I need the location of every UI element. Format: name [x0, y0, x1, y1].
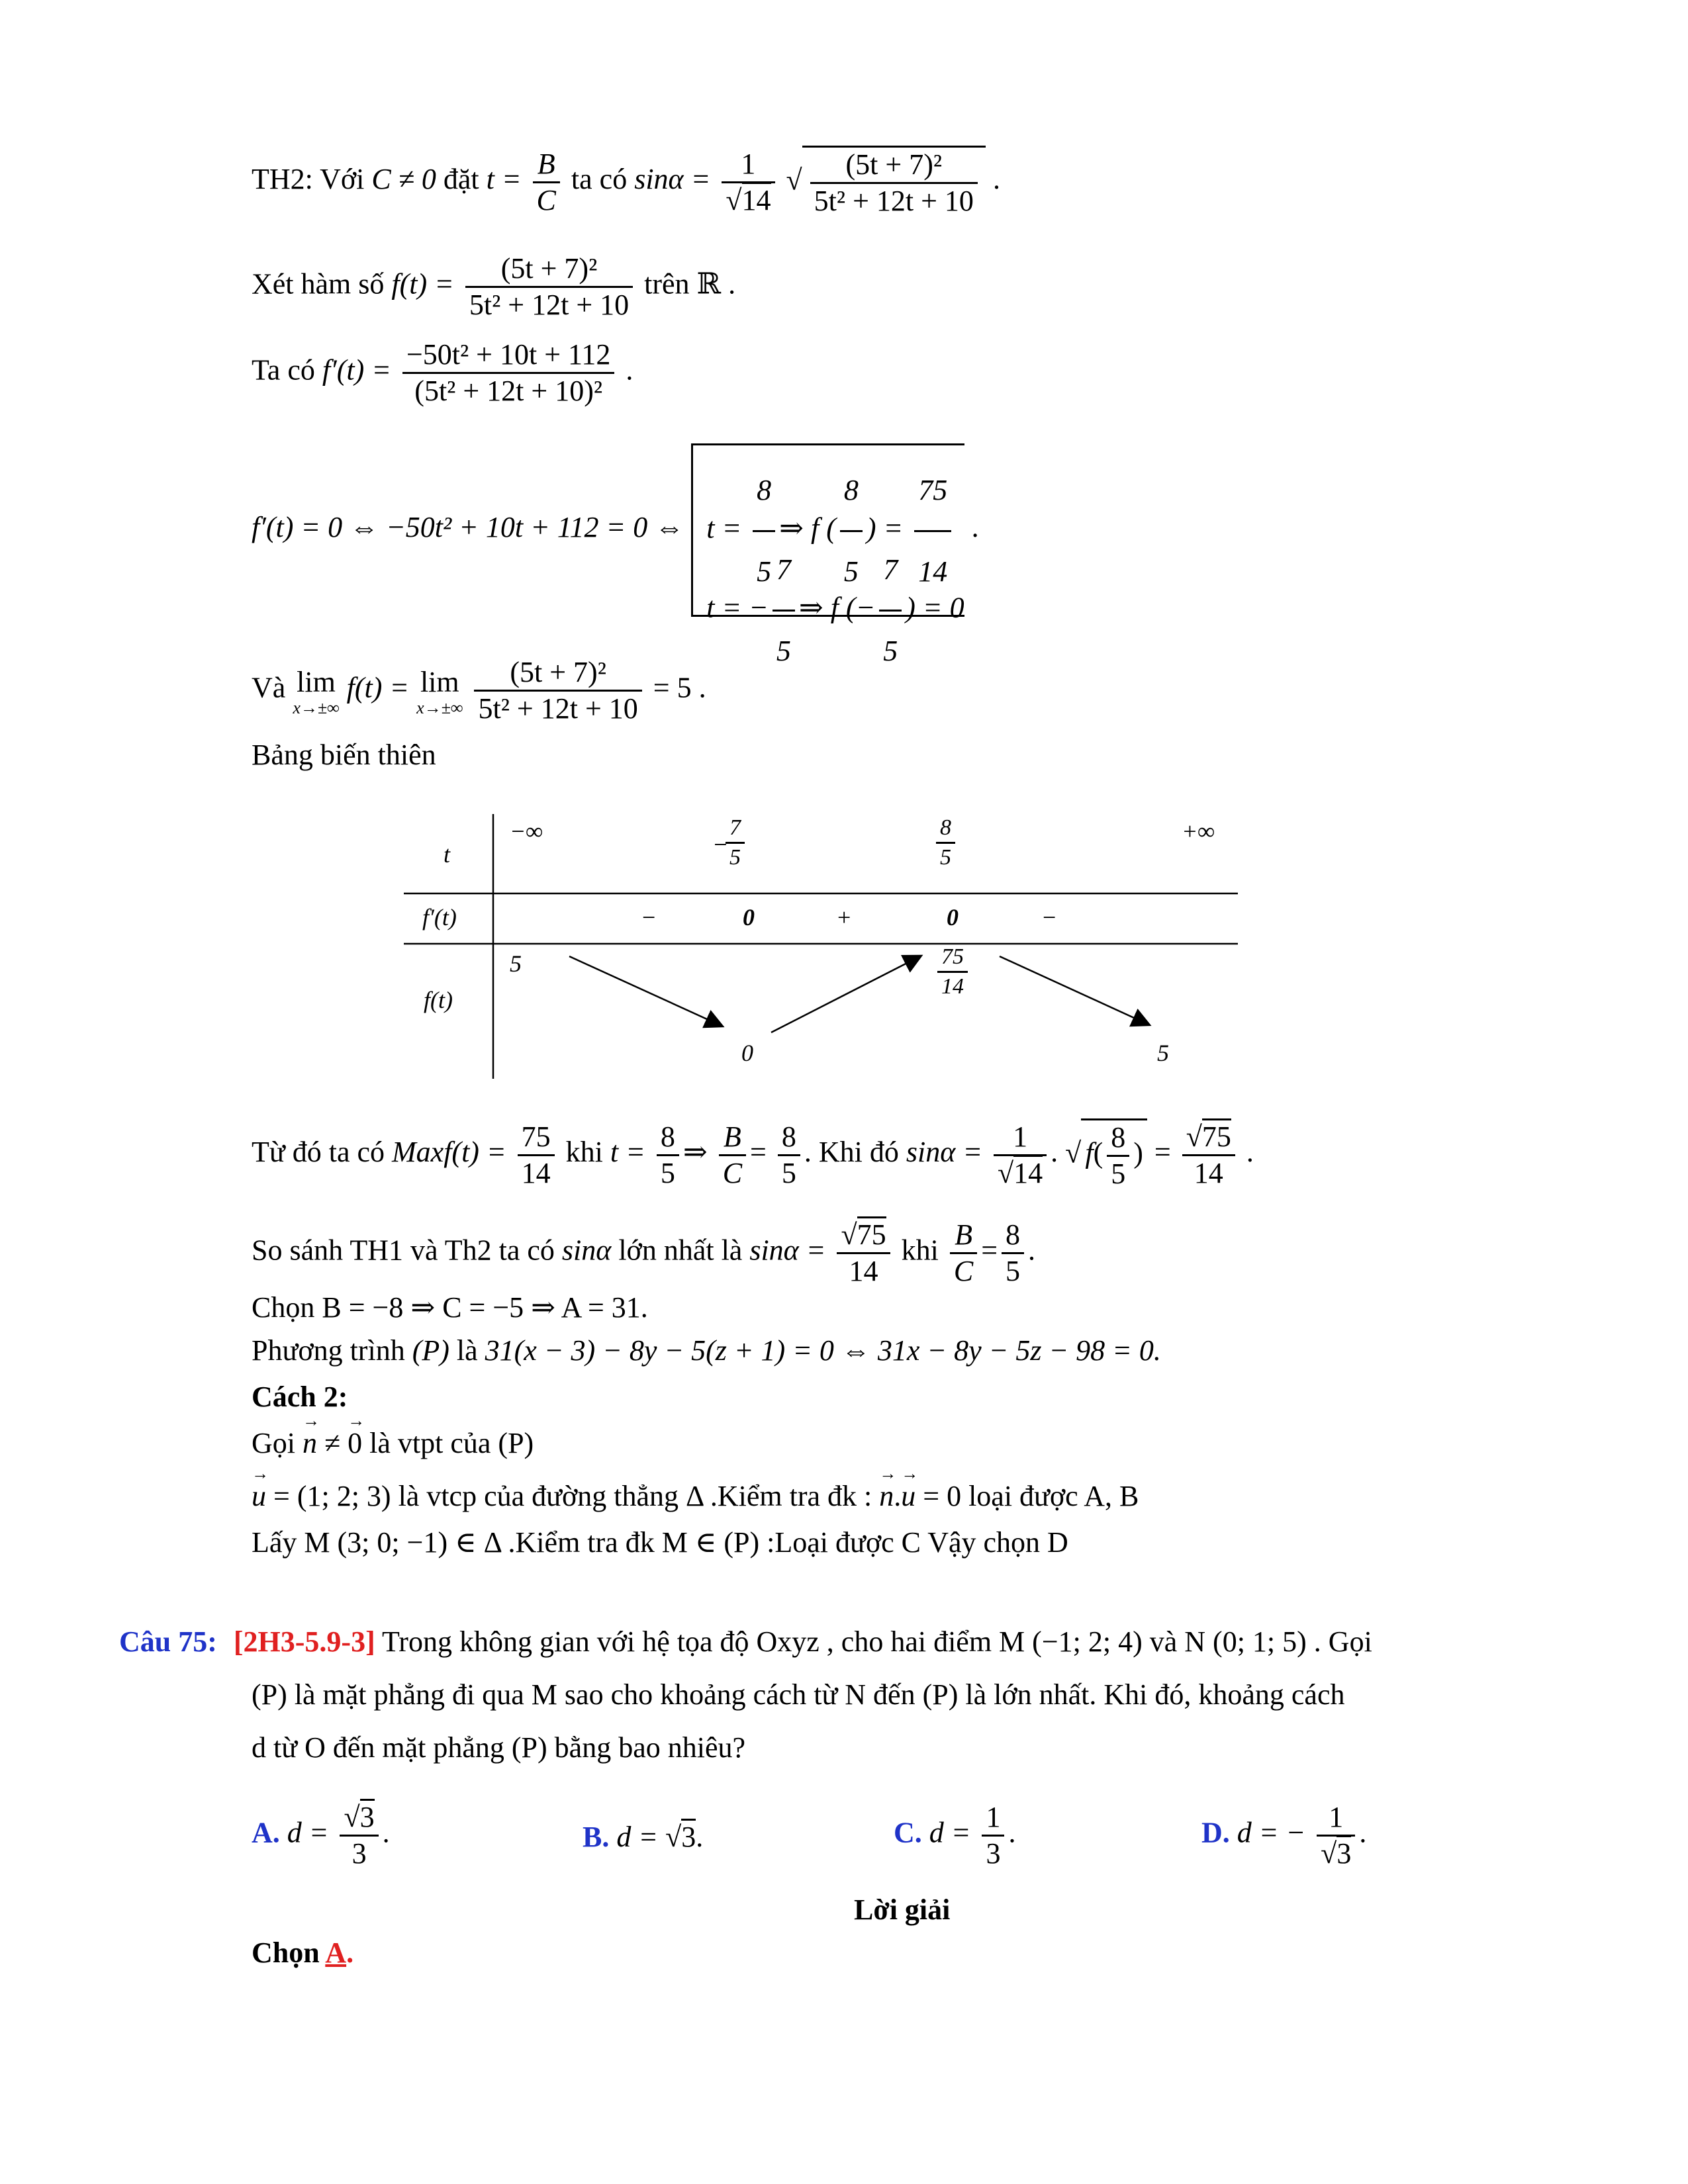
loigiai-heading: Lời giải	[854, 1893, 951, 1926]
arrow-up	[771, 956, 920, 1032]
cau75-line-1: Câu 75: [2H3-5.9-3] Trong không gian với hệ tọa độ Oxyz , cho hai điểm M (−1; 2; 4) và N (0; 1; 5) . Gọi	[119, 1625, 1372, 1658]
lim-line: Và lim x→±∞ f(t) = lim x→±∞ $\frac{\text{(5t + 7)²}}{\text{5t² + 12t + 10}}$ = 5 .	[252, 656, 706, 725]
f-min: 0	[741, 1040, 753, 1066]
chon-line: Chọn B = −8 ⇒ C = −5 ⇒ A = 31.	[252, 1291, 648, 1324]
bbt-title: Bảng biến thiên	[252, 739, 436, 771]
compare-line: So sánh TH1 và Th2 ta có sinα lớn nhất là sinα = $\frac{√75}{14}$ khi $\frac{B}{C}$ = $\frac{8}{5}$ .	[252, 1218, 1035, 1289]
table-lines	[404, 814, 1238, 1079]
answer-d: D. d = − $\frac{1}{√3}$ .	[1201, 1801, 1367, 1870]
x-neg-inf: −∞	[510, 818, 543, 844]
chon-final: Chọn A.	[252, 1936, 354, 1969]
solution-row-1: t = $\frac{8}{5}$ ⇒ f ( $\frac{8}{5}$ ) = $\frac{75}{14}$	[706, 451, 964, 530]
solution-bracket	[691, 443, 964, 667]
pt-line: Phương trình (P) là 31(x − 3) − 8y − 5(z + 1) = 0 ⇔ 31x − 8y − 5z − 98 = 0.	[252, 1334, 1161, 1367]
th2-line: TH2: Với C ≠ 0 đặt t = $\frac{B}{C}$ ta có sinα = $\frac{1}{√14}$ √ $\frac{\text{(5t + 7)²}}{\text{5t² + 12t + 10}}$ .	[252, 146, 1000, 218]
sign-3: +	[837, 904, 851, 931]
x-8-5: $\frac{8}{5}$	[932, 814, 959, 872]
lim-2: lim x→±∞	[416, 665, 463, 717]
answer-a: A. d = $\frac{√3}{3}$ .	[252, 1800, 390, 1871]
row-label-fp: f′(t)	[422, 904, 457, 931]
u-line: → u = (1; 2; 3) là vtcp của đường thẳng Δ .Kiểm tra đk : → n.→ u = 0 loại được A, B	[252, 1479, 1139, 1514]
cau75-line-2: (P) là mặt phẳng đi qua M sao cho khoảng cách từ N đến (P) là lớn nhất. Khi đó, khoảng cách	[252, 1678, 1345, 1711]
sign-4: 0	[947, 904, 959, 931]
x-neg-sign: −	[712, 831, 729, 858]
answer-b: B. d = √3.	[583, 1820, 703, 1854]
frac-1-sqrt14: $\frac{1}{√14}$	[722, 147, 774, 218]
eq0-line: f′(t) = 0 ⇔ −50t² + 10t + 112 = 0 ⇔ t = $\frac{8}{5}$ ⇒ f ( $\frac{8}{5}$ ) = $\frac{75}{14}$ t = − $\frac{7}{5}$ ⇒ f (− $\frac{7}{5}$ ) = 0 .	[252, 443, 979, 617]
max-line: Từ đó ta có Maxf(t) = $\frac{75}{14}$ khi t = $\frac{8}{5}$ ⇒ $\frac{B}{C}$ = $\frac{8}{5}$ . Khi đó sinα = $\frac{1}{√14}$ . √ f( $\frac{8}{5}$ ) = $\frac{√75}{14}$ .	[252, 1118, 1254, 1191]
lay-line: Lấy M (3; 0; −1) ∈ Δ .Kiểm tra đk M ∈ (P) :Loại được C Vậy chọn D	[252, 1526, 1068, 1559]
x-pos-inf: +∞	[1182, 818, 1215, 844]
frac-lim: $\frac{\text{(5t + 7)²}}{\text{5t² + 12t + 10}}$	[474, 655, 641, 726]
question-code: [2H3-5.9-3]	[233, 1625, 375, 1658]
solution-row-2: t = − $\frac{7}{5}$ ⇒ f (− $\frac{7}{5}$ ) = 0	[706, 530, 964, 610]
xet-line: Xét hàm số f(t) = $\frac{\text{(5t + 7)²}}{\text{5t² + 12t + 10}}$ trên ℝ .	[252, 252, 736, 321]
question-label: Câu 75:	[119, 1625, 217, 1658]
sqrt-fraction: √ $\frac{\text{(5t + 7)²}}{\text{5t² + 12t + 10}}$	[786, 146, 986, 218]
cau75-line-3: d từ O đến mặt phẳng (P) bằng bao nhiêu?	[252, 1731, 746, 1764]
frac-deriv: $\frac{\text{−50t² + 10t + 112}}{\text{(5t² + 12t + 10)²}}$	[402, 338, 614, 408]
f-right: 5	[1157, 1040, 1169, 1066]
sign-5: −	[1043, 904, 1056, 931]
variation-table	[404, 814, 1238, 1079]
frac-b-c: $\frac{B}{C}$	[533, 147, 560, 218]
frac-f: $\frac{\text{(5t + 7)²}}{\text{5t² + 12t + 10}}$	[465, 251, 633, 322]
f-left: 5	[510, 950, 522, 977]
f-max: $\frac{75}{14}$	[933, 943, 972, 1001]
deriv-line: Ta có f′(t) = $\frac{\text{−50t² + 10t + 112}}{\text{(5t² + 12t + 10)²}}$ .	[252, 338, 633, 407]
x-neg-7-5: $\frac{7}{5}$	[722, 814, 749, 872]
arrow-down-1	[569, 956, 722, 1026]
arrow-down-2	[1000, 956, 1149, 1024]
row-label-t: t	[444, 841, 451, 868]
cach2-heading: Cách 2:	[252, 1381, 348, 1413]
lim-1: lim x→±∞	[293, 665, 340, 717]
sign-2: 0	[743, 904, 755, 931]
answer-c: C. d = $\frac{1}{3}$ .	[894, 1801, 1016, 1870]
row-label-f: f(t)	[424, 987, 453, 1013]
chosen-answer: A	[325, 1936, 347, 1969]
goi-line: Gọi → n ≠ → 0 là vtpt của (P)	[252, 1426, 534, 1461]
sign-1: −	[642, 904, 656, 931]
